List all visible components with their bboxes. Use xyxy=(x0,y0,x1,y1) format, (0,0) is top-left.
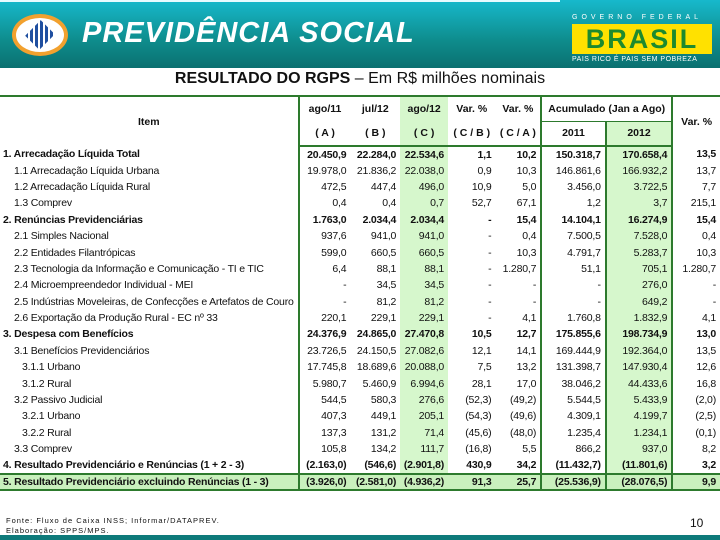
row-value: 13,7 xyxy=(696,164,716,177)
row-value: 9,9 xyxy=(672,474,720,490)
header-2012: 2012 xyxy=(606,121,672,146)
row-value: 131,2 xyxy=(370,426,397,439)
row-value: 25,7 xyxy=(495,474,541,490)
row-value: (54,3) xyxy=(465,410,492,423)
row-value: 137,3 xyxy=(299,425,351,441)
row-value: 6,4 xyxy=(299,261,351,277)
row-value: 229,1 xyxy=(400,310,448,326)
row-value: 13,5 xyxy=(696,148,716,161)
row-value: 27.082,6 xyxy=(400,343,448,359)
row-value: (546,6) xyxy=(364,459,397,472)
row-value: 2.034,4 xyxy=(400,212,448,228)
row-value: 17,0 xyxy=(516,377,537,390)
row-value: 28,1 xyxy=(471,377,492,390)
row-item-label: 2.5 Indústrias Moveleiras, de Confecções e Artefatos de Couro xyxy=(14,295,294,308)
row-item-label: 3. Despesa com Benefícios xyxy=(3,328,134,341)
row-value: 2.034,4 xyxy=(362,213,397,226)
header-jul12: jul/12 xyxy=(350,96,400,121)
row-value: - xyxy=(488,246,492,259)
row-value: 3,2 xyxy=(702,459,716,472)
row-value: 10,3 xyxy=(696,246,716,259)
row-value: (4.936,2) xyxy=(400,474,448,490)
row-value: 13,5 xyxy=(696,344,716,357)
row-value: 1.234,1 xyxy=(606,425,672,441)
row-value: 23.726,5 xyxy=(299,343,351,359)
row-value: 7.528,0 xyxy=(606,228,672,244)
row-value: 276,6 xyxy=(400,392,448,408)
row-value: 150.318,7 xyxy=(541,146,606,162)
row-item-label: 3.2 Passivo Judicial xyxy=(14,394,103,407)
table-row xyxy=(0,212,720,228)
row-value: 10,3 xyxy=(516,246,537,259)
row-value: 134,2 xyxy=(370,443,397,456)
row-value: 15,4 xyxy=(696,213,716,226)
row-value: 44.433,6 xyxy=(606,375,672,391)
row-value: 13,2 xyxy=(516,361,537,374)
header-var-cb: Var. % xyxy=(448,96,495,121)
row-value: 34,5 xyxy=(376,279,397,292)
row-value: 5.460,9 xyxy=(362,377,397,390)
row-value: - xyxy=(541,277,606,293)
row-value: (3.926,0) xyxy=(299,474,351,490)
header-var: Var. % xyxy=(672,96,720,146)
row-value: 3.456,0 xyxy=(541,179,606,195)
table-row xyxy=(0,179,720,195)
brasil-logo: BRASIL xyxy=(572,24,712,54)
row-value: 229,1 xyxy=(370,312,397,325)
row-value: 0,4 xyxy=(522,230,537,243)
row-value: 10,5 xyxy=(471,328,492,341)
row-item-label: 3.1 Benefícios Previdenciários xyxy=(14,344,150,357)
banner-top-line xyxy=(0,0,560,2)
row-value: 12,6 xyxy=(696,361,716,374)
row-value: - xyxy=(712,279,716,292)
header-ca: ( C / A ) xyxy=(495,121,541,146)
row-value: (0,1) xyxy=(695,426,716,439)
row-value: 14.104,1 xyxy=(541,212,606,228)
row-value: 215,1 xyxy=(690,197,716,210)
table-row xyxy=(0,310,720,326)
table-row xyxy=(0,261,720,277)
title-main: RESULTADO DO RGPS xyxy=(174,70,351,87)
row-item-label: 2. Renúncias Previdenciárias xyxy=(3,213,143,226)
row-value: 496,0 xyxy=(400,179,448,195)
row-value: 81,2 xyxy=(400,294,448,310)
table-row xyxy=(0,294,720,310)
row-value: - xyxy=(541,294,606,310)
table-row xyxy=(0,441,720,457)
elaboration-note: Elaboração: SPPS/MPS. xyxy=(6,526,110,535)
row-value: 599,0 xyxy=(299,244,351,260)
row-item-label: 3.2.2 Rural xyxy=(22,426,72,439)
table-row xyxy=(0,359,720,375)
row-item-label: 4. Resultado Previdenciário e Renúncias (1 + 2 - 3) xyxy=(3,459,245,472)
row-value: 1,1 xyxy=(477,148,492,161)
row-value: 220,1 xyxy=(299,310,351,326)
row-value: 175.855,6 xyxy=(541,326,606,342)
row-item-label: 2.6 Exportação da Produção Rural - EC nº 33 xyxy=(14,312,218,325)
row-value: 649,2 xyxy=(606,294,672,310)
row-value: 34,2 xyxy=(516,459,537,472)
row-value: 6.994,6 xyxy=(400,375,448,391)
row-value: 146.861,6 xyxy=(541,162,606,178)
row-value: 205,1 xyxy=(400,408,448,424)
row-item-label: 1.1 Arrecadação Líquida Urbana xyxy=(14,164,160,177)
row-item-label: 3.1.2 Rural xyxy=(22,377,72,390)
previdencia-logo-icon xyxy=(12,14,68,56)
row-value: 10,9 xyxy=(471,180,492,193)
row-value: 67,1 xyxy=(516,197,537,210)
row-value: 198.734,9 xyxy=(606,326,672,342)
table-row xyxy=(0,343,720,359)
row-value: 111,7 xyxy=(400,441,448,457)
row-value: (16,8) xyxy=(465,443,492,456)
row-value: 430,9 xyxy=(466,459,492,472)
row-value: 88,1 xyxy=(376,262,397,275)
row-value: 147.930,4 xyxy=(606,359,672,375)
header-a: ( A ) xyxy=(299,121,351,146)
row-value: - xyxy=(532,279,537,292)
page-number: 10 xyxy=(690,516,704,530)
row-value: 22.534,6 xyxy=(400,146,448,162)
header-item: Item xyxy=(0,96,299,146)
row-value: 705,1 xyxy=(606,261,672,277)
row-item-label: 5. Resultado Previdenciário excluindo Renúncias (1 - 3) xyxy=(0,474,299,490)
row-value: 169.444,9 xyxy=(541,343,606,359)
row-value: 192.364,0 xyxy=(606,343,672,359)
table-row xyxy=(0,244,720,260)
row-value: 1.280,7 xyxy=(682,262,716,275)
row-value: 544,5 xyxy=(299,392,351,408)
row-value: (2.581,0) xyxy=(350,474,400,490)
row-value: 5.980,7 xyxy=(299,375,351,391)
row-value: 4.199,7 xyxy=(606,408,672,424)
row-value: - xyxy=(488,312,492,325)
header-2011: 2011 xyxy=(541,121,606,146)
row-value: 21.836,2 xyxy=(356,164,397,177)
row-value: (2,0) xyxy=(695,394,716,407)
row-value: 0,4 xyxy=(702,230,716,243)
row-value: 937,6 xyxy=(299,228,351,244)
row-value: 88,1 xyxy=(400,261,448,277)
row-value: 24.150,5 xyxy=(356,344,397,357)
table-row xyxy=(0,162,720,178)
row-value: 15,4 xyxy=(516,213,537,226)
row-value: 1.760,8 xyxy=(541,310,606,326)
table-row xyxy=(0,392,720,408)
row-value: 3.722,5 xyxy=(606,179,672,195)
table-row xyxy=(0,408,720,424)
table-row xyxy=(0,474,720,490)
header-ago12: ago/12 xyxy=(400,96,448,121)
row-value: 447,4 xyxy=(370,180,397,193)
row-value: 4,1 xyxy=(522,312,537,325)
row-item-label: 1.2 Arrecadação Líquida Rural xyxy=(14,180,151,193)
row-value: 5,5 xyxy=(522,443,537,456)
row-value: 10,3 xyxy=(516,164,537,177)
row-value: 52,7 xyxy=(471,197,492,210)
row-value: 20.450,9 xyxy=(299,146,351,162)
row-value: 170.658,4 xyxy=(606,146,672,162)
row-value: 14,1 xyxy=(516,344,537,357)
row-value: 5.283,7 xyxy=(606,244,672,260)
row-value: (25.536,9) xyxy=(541,474,606,490)
row-value: (2.163,0) xyxy=(299,457,351,473)
row-value: 1.235,4 xyxy=(541,425,606,441)
row-value: 18.689,6 xyxy=(356,361,397,374)
header-b: ( B ) xyxy=(350,121,400,146)
row-item-label: 2.4 Microempreendedor Individual - MEI xyxy=(14,279,194,292)
row-value: 4.309,1 xyxy=(541,408,606,424)
row-value: 941,0 xyxy=(400,228,448,244)
row-value: 0,7 xyxy=(400,195,448,211)
row-value: 20.088,0 xyxy=(400,359,448,375)
row-value: - xyxy=(488,279,492,292)
row-value: - xyxy=(712,295,716,308)
row-item-label: 2.3 Tecnologia da Informação e Comunicação - TI e TIC xyxy=(14,262,264,275)
row-value: 24.376,9 xyxy=(299,326,351,342)
row-value: 1.832,9 xyxy=(606,310,672,326)
row-value: 1.763,0 xyxy=(299,212,351,228)
row-item-label: 1. Arrecadação Líquida Total xyxy=(3,148,140,161)
row-value: 0,4 xyxy=(382,197,397,210)
row-value: - xyxy=(488,295,492,308)
row-value: 4.791,7 xyxy=(541,244,606,260)
row-value: 449,1 xyxy=(370,410,397,423)
row-item-label: 3.3 Comprev xyxy=(14,443,72,456)
table-row xyxy=(0,457,720,473)
row-value: 1,2 xyxy=(541,195,606,211)
row-value: 12,7 xyxy=(516,328,537,341)
table-row xyxy=(0,277,720,293)
row-value: 38.046,2 xyxy=(541,375,606,391)
table-row xyxy=(0,228,720,244)
row-value: 7,7 xyxy=(702,180,716,193)
row-value: (49,2) xyxy=(509,394,537,407)
row-value: (28.076,5) xyxy=(606,474,672,490)
row-value: (2,5) xyxy=(695,410,716,423)
rgps-table xyxy=(0,95,720,491)
row-value: 12,1 xyxy=(471,344,492,357)
row-value: 51,1 xyxy=(541,261,606,277)
row-value: 660,5 xyxy=(370,246,397,259)
row-value: 1.280,7 xyxy=(502,262,537,275)
row-value: 407,3 xyxy=(299,408,351,424)
row-value: 71,4 xyxy=(400,425,448,441)
row-value: 19.978,0 xyxy=(299,162,351,178)
row-value: 7.500,5 xyxy=(541,228,606,244)
row-item-label: 2.2 Entidades Filantrópicas xyxy=(14,246,136,259)
row-value: (11.801,6) xyxy=(606,457,672,473)
row-value: 5.544,5 xyxy=(541,392,606,408)
page-title xyxy=(0,70,720,88)
row-value: (11.432,7) xyxy=(541,457,606,473)
bottom-bar xyxy=(0,535,720,540)
row-value: (2.901,8) xyxy=(400,457,448,473)
row-value: 16.274,9 xyxy=(606,212,672,228)
row-value: (48,0) xyxy=(509,426,537,439)
row-value: 276,0 xyxy=(606,277,672,293)
row-value: 472,5 xyxy=(299,179,351,195)
row-value: 5,0 xyxy=(522,180,537,193)
row-value: (49,6) xyxy=(509,410,537,423)
row-value: - xyxy=(299,294,351,310)
title-sub: – Em R$ milhões nominais xyxy=(354,70,546,87)
row-value: - xyxy=(488,213,492,226)
header-banner xyxy=(0,0,720,68)
row-value: 22.038,0 xyxy=(400,162,448,178)
row-value: 866,2 xyxy=(541,441,606,457)
table-row xyxy=(0,425,720,441)
row-value: 4,1 xyxy=(702,312,716,325)
row-value: 105,8 xyxy=(299,441,351,457)
row-value: - xyxy=(299,277,351,293)
row-item-label: 2.1 Simples Nacional xyxy=(14,230,109,243)
row-item-label: 3.2.1 Urbano xyxy=(22,410,81,423)
row-value: (45,6) xyxy=(465,426,492,439)
table-row xyxy=(0,146,720,162)
row-value: 937,0 xyxy=(606,441,672,457)
row-value: 660,5 xyxy=(400,244,448,260)
row-item-label: 1.3 Comprev xyxy=(14,197,72,210)
row-value: 91,3 xyxy=(448,474,495,490)
row-value: 17.745,8 xyxy=(299,359,351,375)
row-value: 27.470,8 xyxy=(400,326,448,342)
row-value: 34,5 xyxy=(400,277,448,293)
row-value: 81,2 xyxy=(376,295,397,308)
row-value: 22.284,0 xyxy=(356,148,397,161)
row-value: - xyxy=(532,295,537,308)
gov-slogan: PAIS RICO É PAIS SEM POBREZA xyxy=(572,56,698,63)
row-value: - xyxy=(488,230,492,243)
row-value: 7,5 xyxy=(477,361,492,374)
source-note: Fonte: Fluxo de Caixa INSS; Informar/DATAPREV. xyxy=(6,516,220,525)
row-value: 166.932,2 xyxy=(606,162,672,178)
row-value: (52,3) xyxy=(465,394,492,407)
row-value: 580,3 xyxy=(370,394,397,407)
row-item-label: 3.1.1 Urbano xyxy=(22,361,81,374)
row-value: 5.433,9 xyxy=(606,392,672,408)
table-row xyxy=(0,326,720,342)
header-var-ca: Var. % xyxy=(495,96,541,121)
row-value: 8,2 xyxy=(702,443,716,456)
header-ago11: ago/11 xyxy=(299,96,351,121)
row-value: 16,8 xyxy=(696,377,716,390)
gov-label: GOVERNO FEDERAL xyxy=(572,14,703,21)
row-value: 0,4 xyxy=(299,195,351,211)
table-row xyxy=(0,375,720,391)
row-value: 0,9 xyxy=(477,164,492,177)
row-value: 24.865,0 xyxy=(356,328,397,341)
row-value: 13,0 xyxy=(696,328,716,341)
row-value: 131.398,7 xyxy=(541,359,606,375)
footer-notes xyxy=(6,516,220,536)
row-value: 3,7 xyxy=(606,195,672,211)
header-acumulado: Acumulado (Jan a Ago) xyxy=(541,96,672,121)
header-cb: ( C / B ) xyxy=(448,121,495,146)
row-value: 941,0 xyxy=(370,230,397,243)
header-c: ( C ) xyxy=(400,121,448,146)
table-row xyxy=(0,195,720,211)
brand-title: PREVIDÊNCIA SOCIAL xyxy=(82,17,415,49)
row-value: 10,2 xyxy=(516,148,537,161)
row-value: - xyxy=(488,262,492,275)
